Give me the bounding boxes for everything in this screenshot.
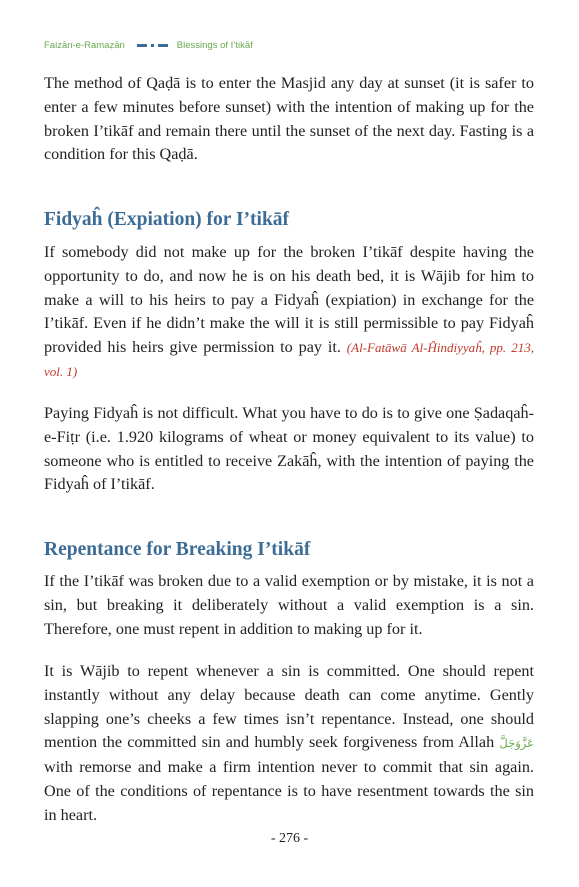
paragraph-fidyah-2: Paying Fidyaĥ is not difficult. What you have to do is to give one Ṣadaqaĥ-e-Fiṭr (i.e. 1.920 kilograms of wheat or money equivalent to its value) to someone who is entitled to receive Zakāĥ, with the intention of paying the Fidyaĥ of I’tikāf. [44,404,534,494]
header-separator [137,44,168,47]
running-header [44,40,534,51]
paragraph-fidyah-1-text: If somebody did not make up for the broken I’tikāf despite having the opportunity to do, and now he is on his death bed, it is Wājib for him to make a will to his heirs to pay a Fidyaĥ (expiation) in exchange for the I’tikāf. Even if he didn’t make the will it is still permissible to pay Fidyaĥ provided his heirs give permission to pay it. [44,243,534,357]
book-title: Faizān-e-Ramaẓān [44,40,125,51]
chapter-title: Blessings of I’tikāf [176,40,253,51]
page-number: - 276 - [270,831,309,846]
separator-dash-left [137,44,147,47]
citation: (Al-Fatāwā Al-Ĥindiyyaĥ, pp. 213, vol. 1) [44,340,535,379]
honorific-glyph: عَزَّوَجَلَّ [499,736,534,751]
paragraph-repentance-2 [44,660,534,828]
heading-repentance: Repentance for Breaking I’tikāf [44,539,311,560]
separator-dot [151,44,154,47]
paragraph-repentance-2-text-before: It is Wājib to repent whenever a sin is committed. One should repent instantly without any delay because death can come anytime. Gently slapping one’s cheeks a few times isn’t repentance. Instead, one should mention the committed sin and humbly seek forgiveness from Allah [44,662,534,752]
paragraph-fidyah-1 [44,241,534,384]
separator-dash-right [158,44,168,47]
paragraph-repentance-1: If the I’tikāf was broken due to a valid exemption or by mistake, it is not a sin, but breaking it deliberately without a valid exemption is a sin. Therefore, one must repent in addition to making up for it. [44,572,534,638]
paragraph-qada: The method of Qaḍā is to enter the Masjid any day at sunset (it is safer to enter a few minutes before sunset) with the intention of making up for the broken I’tikāf and remain there until the sunset of the next day. Fasting is a condition for this Qaḍā. [44,74,534,164]
heading-fidyah: Fidyaĥ (Expiation) for I’tikāf [44,209,290,230]
paragraph-repentance-2-text-after: with remorse and make a firm intention never to commit that sin again. One of the conditions of repentance is to have resentment towards the sin in heart. [44,758,534,824]
